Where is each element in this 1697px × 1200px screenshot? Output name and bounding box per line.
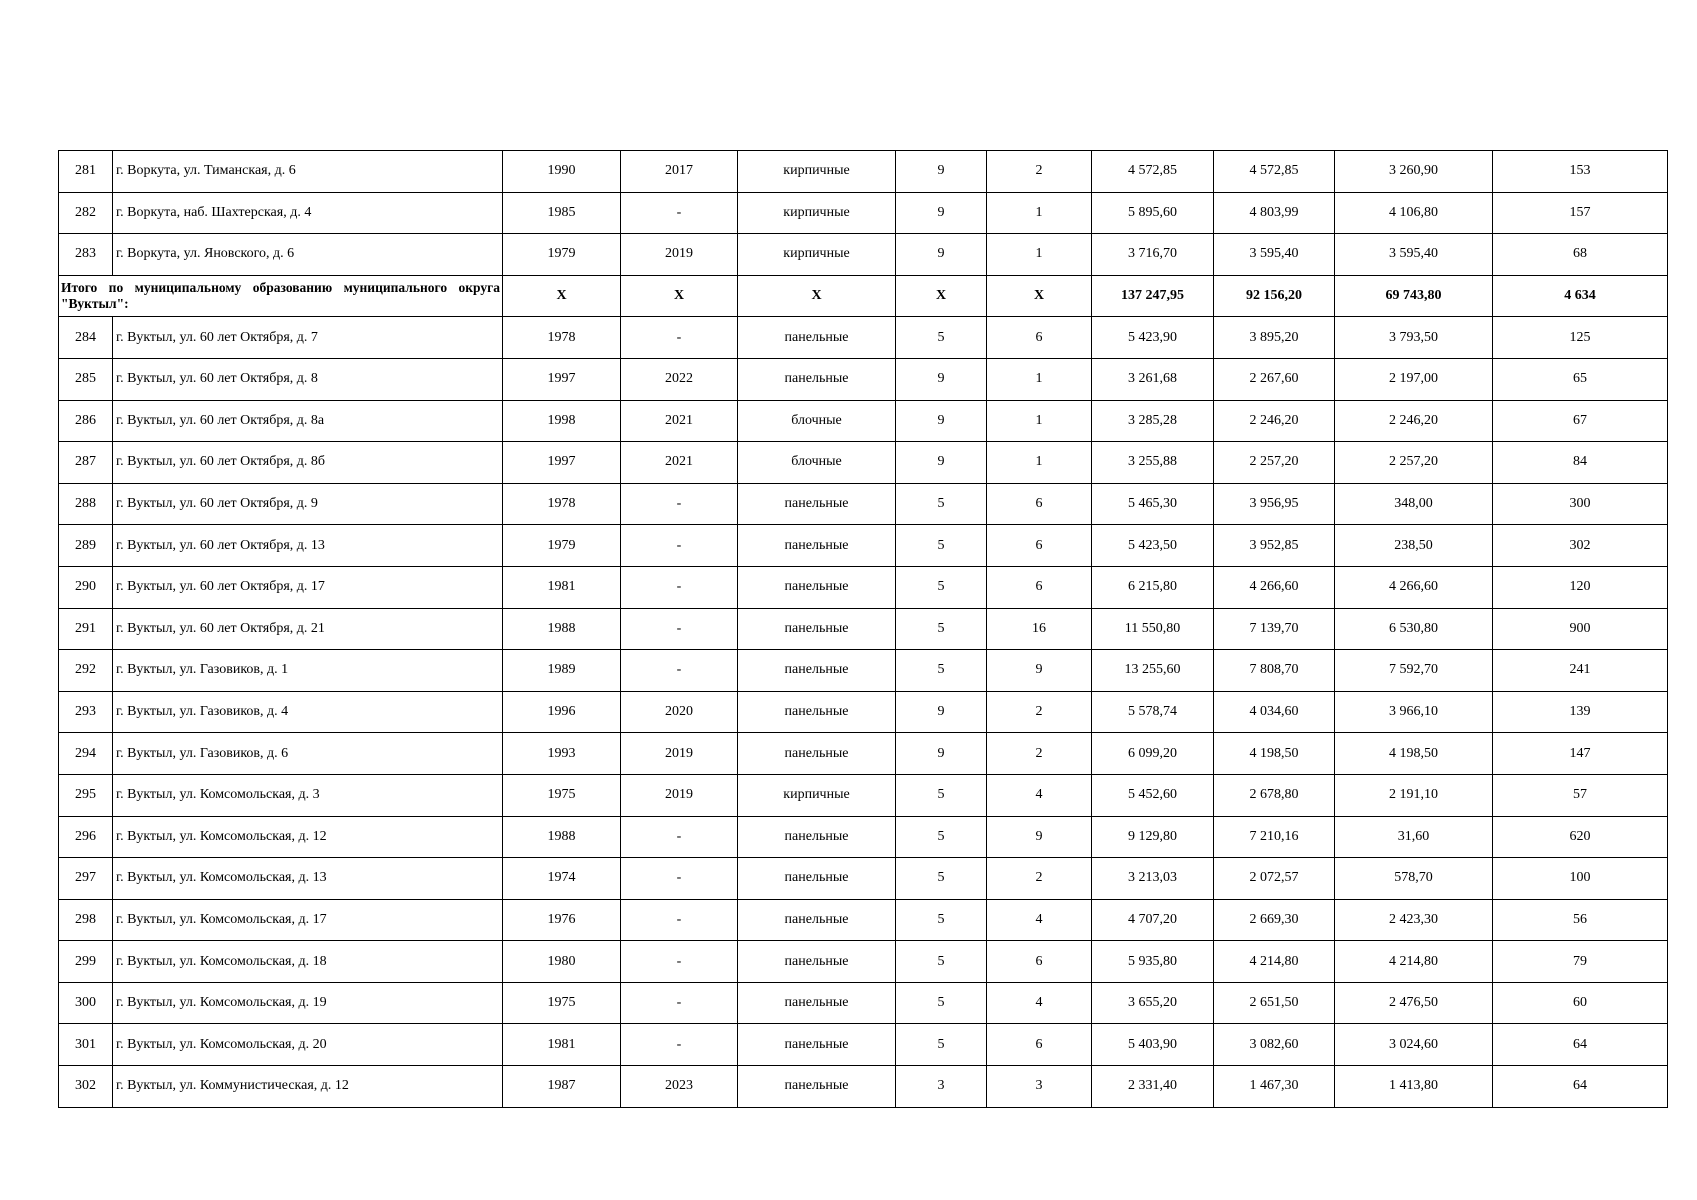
cell-address: г. Вуктыл, ул. Комсомольская, д. 17: [113, 899, 503, 941]
cell-number: 302: [59, 1066, 113, 1108]
cell-year-built: 1997: [503, 358, 621, 400]
cell-year-built: 1996: [503, 691, 621, 733]
cell-number: 282: [59, 192, 113, 234]
cell-floors: 5: [896, 483, 987, 525]
table-row: [59, 982, 1668, 1024]
cell-address: г. Вуктыл, ул. Комсомольская, д. 13: [113, 858, 503, 900]
cell-year-repair: -: [621, 650, 738, 692]
cell-total-area: 5 452,60: [1092, 774, 1214, 816]
cell-living-area: 7 808,70: [1214, 650, 1335, 692]
cell-address: г. Вуктыл, ул. Комсомольская, д. 18: [113, 941, 503, 983]
cell-living-area: 3 895,20: [1214, 317, 1335, 359]
cell-entrances: 4: [987, 774, 1092, 816]
cell-year-repair: -: [621, 816, 738, 858]
cell-residents: 60: [1493, 982, 1668, 1024]
cell-year-repair: 2021: [621, 400, 738, 442]
cell-total-area: 3 255,88: [1092, 442, 1214, 484]
cell-floors: 9: [896, 234, 987, 276]
cell-entrances: 6: [987, 525, 1092, 567]
cell-residents: 79: [1493, 941, 1668, 983]
cell-number: 291: [59, 608, 113, 650]
cell-area-3: 7 592,70: [1335, 650, 1493, 692]
cell-area-3: 4 198,50: [1335, 733, 1493, 775]
cell-area-3: 2 257,20: [1335, 442, 1493, 484]
table-row: [59, 608, 1668, 650]
cell-total-area: 3 213,03: [1092, 858, 1214, 900]
cell-living-area: 2 651,50: [1214, 982, 1335, 1024]
cell-year-built: 1997: [503, 442, 621, 484]
cell-address: г. Вуктыл, ул. 60 лет Октября, д. 8б: [113, 442, 503, 484]
cell-floors: 3: [896, 1066, 987, 1108]
cell-total-area: 3 285,28: [1092, 400, 1214, 442]
cell-floors: 9: [896, 192, 987, 234]
table-row: [59, 483, 1668, 525]
table-row: [59, 358, 1668, 400]
cell-year-built: 1975: [503, 774, 621, 816]
cell-entrances: 3: [987, 1066, 1092, 1108]
cell-wall-material: кирпичные: [738, 192, 896, 234]
cell-year-repair: -: [621, 899, 738, 941]
cell-residents: 620: [1493, 816, 1668, 858]
cell-year-repair: 2019: [621, 733, 738, 775]
cell-total-area: 13 255,60: [1092, 650, 1214, 692]
table-row: [59, 317, 1668, 359]
cell-wall-material: панельные: [738, 816, 896, 858]
cell-year-repair: 2019: [621, 774, 738, 816]
cell-living-area: 2 678,80: [1214, 774, 1335, 816]
cell-number: 297: [59, 858, 113, 900]
cell-area-3: 3 966,10: [1335, 691, 1493, 733]
cell-year-built: 1987: [503, 1066, 621, 1108]
cell-year-repair: -: [621, 982, 738, 1024]
cell-number: 290: [59, 566, 113, 608]
cell-wall-material: блочные: [738, 442, 896, 484]
table-body-top: [59, 151, 1668, 276]
cell-entrances: 1: [987, 234, 1092, 276]
table-row: [59, 192, 1668, 234]
table-row: [59, 774, 1668, 816]
cell-area-3: 2 197,00: [1335, 358, 1493, 400]
cell-number: 299: [59, 941, 113, 983]
cell-entrances: 1: [987, 442, 1092, 484]
total-label: Итого по муниципальному образованию муниципального округа "Вуктыл":: [59, 275, 503, 317]
cell-year-built: 1979: [503, 525, 621, 567]
cell-year-built: 1990: [503, 151, 621, 193]
cell-wall-material: панельные: [738, 608, 896, 650]
cell-number: 292: [59, 650, 113, 692]
cell-floors: 5: [896, 650, 987, 692]
cell-address: г. Вуктыл, ул. 60 лет Октября, д. 8: [113, 358, 503, 400]
cell-total-area: 5 423,90: [1092, 317, 1214, 359]
table-body-bottom: [59, 317, 1668, 1107]
cell-residents: 120: [1493, 566, 1668, 608]
table-row: [59, 691, 1668, 733]
total-year-built: X: [503, 275, 621, 317]
table-row: [59, 816, 1668, 858]
cell-living-area: 2 257,20: [1214, 442, 1335, 484]
cell-number: 301: [59, 1024, 113, 1066]
cell-area-3: 2 191,10: [1335, 774, 1493, 816]
cell-area-3: 1 413,80: [1335, 1066, 1493, 1108]
cell-floors: 9: [896, 400, 987, 442]
cell-living-area: 3 956,95: [1214, 483, 1335, 525]
cell-area-3: 348,00: [1335, 483, 1493, 525]
cell-wall-material: панельные: [738, 899, 896, 941]
cell-address: г. Вуктыл, ул. Комсомольская, д. 12: [113, 816, 503, 858]
cell-wall-material: панельные: [738, 858, 896, 900]
cell-floors: 5: [896, 1024, 987, 1066]
cell-year-repair: -: [621, 525, 738, 567]
cell-entrances: 6: [987, 483, 1092, 525]
cell-living-area: 3 595,40: [1214, 234, 1335, 276]
total-walls: X: [738, 275, 896, 317]
table-row: [59, 899, 1668, 941]
cell-year-repair: -: [621, 566, 738, 608]
cell-total-area: 5 895,60: [1092, 192, 1214, 234]
cell-year-repair: -: [621, 317, 738, 359]
housing-registry-table: [58, 150, 1668, 1108]
cell-year-built: 1981: [503, 1024, 621, 1066]
cell-entrances: 9: [987, 650, 1092, 692]
cell-year-repair: 2022: [621, 358, 738, 400]
cell-residents: 302: [1493, 525, 1668, 567]
cell-area-3: 6 530,80: [1335, 608, 1493, 650]
cell-total-area: 6 215,80: [1092, 566, 1214, 608]
cell-address: г. Вуктыл, ул. 60 лет Октября, д. 13: [113, 525, 503, 567]
cell-number: 286: [59, 400, 113, 442]
cell-number: 283: [59, 234, 113, 276]
cell-address: г. Вуктыл, ул. 60 лет Октября, д. 17: [113, 566, 503, 608]
cell-residents: 241: [1493, 650, 1668, 692]
cell-area-3: 3 595,40: [1335, 234, 1493, 276]
cell-entrances: 1: [987, 192, 1092, 234]
cell-number: 293: [59, 691, 113, 733]
cell-living-area: 2 246,20: [1214, 400, 1335, 442]
cell-living-area: 2 072,57: [1214, 858, 1335, 900]
cell-year-built: 1989: [503, 650, 621, 692]
cell-total-area: 5 423,50: [1092, 525, 1214, 567]
cell-living-area: 4 214,80: [1214, 941, 1335, 983]
cell-floors: 5: [896, 899, 987, 941]
cell-floors: 5: [896, 982, 987, 1024]
cell-wall-material: панельные: [738, 566, 896, 608]
cell-floors: 5: [896, 317, 987, 359]
cell-area-3: 238,50: [1335, 525, 1493, 567]
cell-total-area: 11 550,80: [1092, 608, 1214, 650]
cell-entrances: 6: [987, 566, 1092, 608]
cell-address: г. Вуктыл, ул. Коммунистическая, д. 12: [113, 1066, 503, 1108]
cell-entrances: 2: [987, 733, 1092, 775]
table-row: [59, 941, 1668, 983]
cell-address: г. Вуктыл, ул. Комсомольская, д. 20: [113, 1024, 503, 1066]
cell-wall-material: панельные: [738, 733, 896, 775]
cell-year-built: 1978: [503, 317, 621, 359]
cell-living-area: 2 267,60: [1214, 358, 1335, 400]
cell-entrances: 4: [987, 982, 1092, 1024]
cell-address: г. Вуктыл, ул. 60 лет Октября, д. 21: [113, 608, 503, 650]
cell-floors: 5: [896, 608, 987, 650]
cell-area-3: 4 106,80: [1335, 192, 1493, 234]
cell-number: 288: [59, 483, 113, 525]
total-living-area: 92 156,20: [1214, 275, 1335, 317]
cell-year-repair: -: [621, 1024, 738, 1066]
cell-wall-material: панельные: [738, 691, 896, 733]
cell-entrances: 6: [987, 1024, 1092, 1066]
cell-address: г. Вуктыл, ул. 60 лет Октября, д. 7: [113, 317, 503, 359]
cell-living-area: 1 467,30: [1214, 1066, 1335, 1108]
cell-total-area: 4 572,85: [1092, 151, 1214, 193]
total-row: [59, 275, 1668, 317]
cell-residents: 900: [1493, 608, 1668, 650]
cell-living-area: 4 266,60: [1214, 566, 1335, 608]
table-row: [59, 566, 1668, 608]
cell-year-built: 1988: [503, 608, 621, 650]
cell-wall-material: кирпичные: [738, 774, 896, 816]
cell-area-3: 31,60: [1335, 816, 1493, 858]
cell-entrances: 2: [987, 858, 1092, 900]
cell-floors: 5: [896, 774, 987, 816]
cell-year-built: 1993: [503, 733, 621, 775]
total-residents: 4 634: [1493, 275, 1668, 317]
table-row: [59, 525, 1668, 567]
cell-living-area: 3 082,60: [1214, 1024, 1335, 1066]
table-row: [59, 442, 1668, 484]
cell-wall-material: панельные: [738, 941, 896, 983]
cell-year-built: 1979: [503, 234, 621, 276]
cell-address: г. Вуктыл, ул. Комсомольская, д. 19: [113, 982, 503, 1024]
cell-floors: 9: [896, 691, 987, 733]
cell-floors: 5: [896, 941, 987, 983]
cell-entrances: 1: [987, 358, 1092, 400]
cell-floors: 9: [896, 151, 987, 193]
cell-total-area: 4 707,20: [1092, 899, 1214, 941]
cell-wall-material: панельные: [738, 982, 896, 1024]
cell-entrances: 1: [987, 400, 1092, 442]
cell-year-repair: 2017: [621, 151, 738, 193]
cell-residents: 67: [1493, 400, 1668, 442]
cell-wall-material: панельные: [738, 358, 896, 400]
cell-residents: 157: [1493, 192, 1668, 234]
cell-year-repair: 2020: [621, 691, 738, 733]
cell-living-area: 4 034,60: [1214, 691, 1335, 733]
total-floors: X: [896, 275, 987, 317]
cell-number: 287: [59, 442, 113, 484]
cell-wall-material: панельные: [738, 1024, 896, 1066]
cell-residents: 84: [1493, 442, 1668, 484]
cell-address: г. Вуктыл, ул. Комсомольская, д. 3: [113, 774, 503, 816]
table-row: [59, 234, 1668, 276]
cell-year-built: 1980: [503, 941, 621, 983]
cell-floors: 9: [896, 733, 987, 775]
cell-number: 294: [59, 733, 113, 775]
cell-living-area: 4 572,85: [1214, 151, 1335, 193]
cell-address: г. Вуктыл, ул. Газовиков, д. 6: [113, 733, 503, 775]
cell-number: 285: [59, 358, 113, 400]
total-year-repair: X: [621, 275, 738, 317]
cell-year-built: 1998: [503, 400, 621, 442]
cell-living-area: 7 139,70: [1214, 608, 1335, 650]
cell-floors: 5: [896, 525, 987, 567]
cell-address: г. Вуктыл, ул. Газовиков, д. 1: [113, 650, 503, 692]
table-row: [59, 151, 1668, 193]
cell-area-3: 2 476,50: [1335, 982, 1493, 1024]
cell-residents: 153: [1493, 151, 1668, 193]
cell-total-area: 5 465,30: [1092, 483, 1214, 525]
cell-entrances: 6: [987, 941, 1092, 983]
table-row: [59, 858, 1668, 900]
cell-address: г. Вуктыл, ул. 60 лет Октября, д. 9: [113, 483, 503, 525]
cell-wall-material: кирпичные: [738, 234, 896, 276]
cell-entrances: 9: [987, 816, 1092, 858]
cell-address: г. Воркута, наб. Шахтерская, д. 4: [113, 192, 503, 234]
cell-year-built: 1985: [503, 192, 621, 234]
cell-area-3: 578,70: [1335, 858, 1493, 900]
cell-floors: 5: [896, 816, 987, 858]
table-body-total: [59, 275, 1668, 317]
cell-total-area: 3 261,68: [1092, 358, 1214, 400]
total-entrances: X: [987, 275, 1092, 317]
cell-entrances: 6: [987, 317, 1092, 359]
cell-year-repair: 2019: [621, 234, 738, 276]
total-area-3: 69 743,80: [1335, 275, 1493, 317]
cell-wall-material: панельные: [738, 317, 896, 359]
cell-number: 284: [59, 317, 113, 359]
cell-residents: 64: [1493, 1066, 1668, 1108]
cell-year-built: 1981: [503, 566, 621, 608]
cell-total-area: 2 331,40: [1092, 1066, 1214, 1108]
cell-number: 281: [59, 151, 113, 193]
cell-wall-material: панельные: [738, 483, 896, 525]
cell-year-repair: 2023: [621, 1066, 738, 1108]
cell-floors: 5: [896, 566, 987, 608]
table-row: [59, 1066, 1668, 1108]
cell-area-3: 4 214,80: [1335, 941, 1493, 983]
cell-year-built: 1974: [503, 858, 621, 900]
cell-wall-material: панельные: [738, 650, 896, 692]
cell-living-area: 2 669,30: [1214, 899, 1335, 941]
cell-residents: 300: [1493, 483, 1668, 525]
cell-residents: 56: [1493, 899, 1668, 941]
cell-year-repair: -: [621, 483, 738, 525]
cell-entrances: 4: [987, 899, 1092, 941]
cell-area-3: 3 260,90: [1335, 151, 1493, 193]
cell-address: г. Воркута, ул. Яновского, д. 6: [113, 234, 503, 276]
cell-living-area: 4 803,99: [1214, 192, 1335, 234]
cell-residents: 147: [1493, 733, 1668, 775]
cell-entrances: 2: [987, 151, 1092, 193]
cell-entrances: 2: [987, 691, 1092, 733]
cell-total-area: 3 655,20: [1092, 982, 1214, 1024]
cell-wall-material: блочные: [738, 400, 896, 442]
cell-wall-material: панельные: [738, 1066, 896, 1108]
cell-residents: 125: [1493, 317, 1668, 359]
cell-residents: 65: [1493, 358, 1668, 400]
cell-total-area: 3 716,70: [1092, 234, 1214, 276]
cell-residents: 100: [1493, 858, 1668, 900]
cell-year-built: 1976: [503, 899, 621, 941]
cell-year-repair: -: [621, 858, 738, 900]
cell-living-area: 7 210,16: [1214, 816, 1335, 858]
cell-wall-material: панельные: [738, 525, 896, 567]
cell-number: 295: [59, 774, 113, 816]
cell-year-built: 1975: [503, 982, 621, 1024]
cell-area-3: 3 024,60: [1335, 1024, 1493, 1066]
cell-year-repair: -: [621, 608, 738, 650]
cell-floors: 9: [896, 442, 987, 484]
cell-year-repair: -: [621, 192, 738, 234]
cell-year-repair: 2021: [621, 442, 738, 484]
table-row: [59, 400, 1668, 442]
cell-residents: 64: [1493, 1024, 1668, 1066]
cell-year-built: 1978: [503, 483, 621, 525]
total-total-area: 137 247,95: [1092, 275, 1214, 317]
cell-floors: 5: [896, 858, 987, 900]
cell-address: г. Воркута, ул. Тиманская, д. 6: [113, 151, 503, 193]
table-row: [59, 650, 1668, 692]
cell-total-area: 9 129,80: [1092, 816, 1214, 858]
cell-number: 296: [59, 816, 113, 858]
cell-residents: 68: [1493, 234, 1668, 276]
cell-number: 298: [59, 899, 113, 941]
cell-number: 289: [59, 525, 113, 567]
cell-year-built: 1988: [503, 816, 621, 858]
table-row: [59, 733, 1668, 775]
cell-total-area: 5 578,74: [1092, 691, 1214, 733]
cell-living-area: 4 198,50: [1214, 733, 1335, 775]
cell-area-3: 4 266,60: [1335, 566, 1493, 608]
cell-area-3: 3 793,50: [1335, 317, 1493, 359]
cell-number: 300: [59, 982, 113, 1024]
cell-residents: 139: [1493, 691, 1668, 733]
cell-total-area: 6 099,20: [1092, 733, 1214, 775]
cell-living-area: 3 952,85: [1214, 525, 1335, 567]
cell-area-3: 2 246,20: [1335, 400, 1493, 442]
cell-address: г. Вуктыл, ул. Газовиков, д. 4: [113, 691, 503, 733]
cell-total-area: 5 935,80: [1092, 941, 1214, 983]
cell-entrances: 16: [987, 608, 1092, 650]
cell-total-area: 5 403,90: [1092, 1024, 1214, 1066]
cell-floors: 9: [896, 358, 987, 400]
cell-area-3: 2 423,30: [1335, 899, 1493, 941]
cell-wall-material: кирпичные: [738, 151, 896, 193]
cell-year-repair: -: [621, 941, 738, 983]
table-row: [59, 1024, 1668, 1066]
cell-address: г. Вуктыл, ул. 60 лет Октября, д. 8а: [113, 400, 503, 442]
cell-residents: 57: [1493, 774, 1668, 816]
